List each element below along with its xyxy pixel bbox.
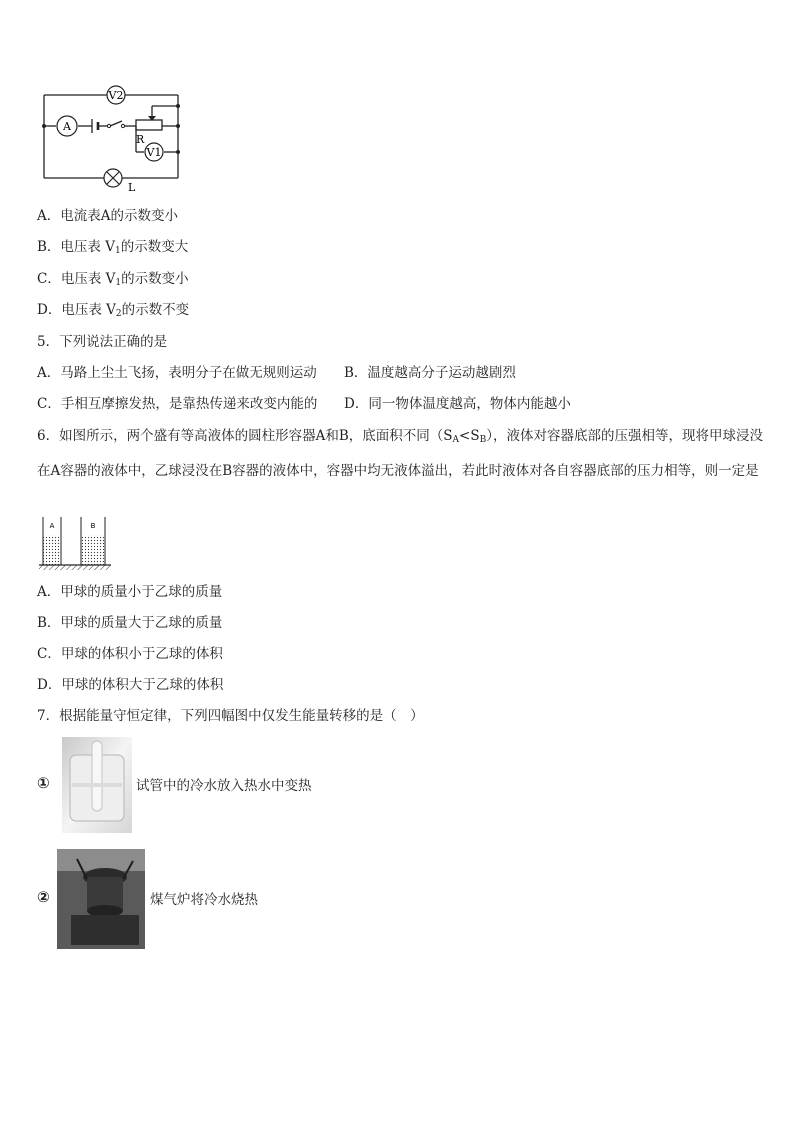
containers-diagram [36,515,116,575]
test-tube-in-water-icon [62,737,132,833]
gas-stove-icon [57,849,145,949]
q4-option-a: A．电流表A的示数变小 [37,208,178,224]
circuit-diagram [36,82,186,192]
q5-option-a: A．马路上尘土飞扬，表明分子在做无规则运动 [37,365,317,381]
q5-option-d: D．同一物体温度越高，物体内能越小 [344,396,571,412]
q6-option-c: C．甲球的体积小于乙球的体积 [37,646,223,662]
q6-option-d: D．甲球的体积大于乙球的体积 [37,677,224,693]
svg-text:V2: V2 [108,89,124,102]
q4-option-d: D．电压表 $V_2$的示数不变 [37,302,190,319]
resistor-label: R [136,133,145,146]
voltmeter-v2-icon [107,86,125,104]
q7-stem: 7．根据能量守恒定律，下列四幅图中仅发生能量转移的是（ ） [37,708,424,724]
ammeter-icon [57,116,77,136]
svg-text:A: A [63,120,71,133]
item-1-caption: 试管中的冷水放入热水中变热 [136,778,312,794]
lamp-icon [104,169,122,187]
q6-stem: 6．如图所示，两个盛有等高液体的圆柱形容器A和B，底面积不同$(S_A<S_B)$，液体对容器底部的压强相等，现将甲球浸没在A容器的液体中，乙球浸没在B容器的液体中，容器中均无液体溢出，若此时液体对各自容器底部的压力相等，则一定是 [37,428,763,479]
q6-option-b: B．甲球的质量大于乙球的质量 [37,615,223,631]
container-a-label: A [49,522,55,530]
container-b-label: B [90,522,96,530]
q5-option-b: B．温度越高分子运动越剧烈 [344,365,516,381]
q4-option-c: C．电压表 $V_1$的示数变小 [37,271,189,288]
q5-option-c: C．手相互摩擦发热，是靠热传递来改变内能的 [37,396,318,412]
lamp-label: L [128,181,136,192]
test-tube-photo [62,737,132,833]
item-1-number: ① [37,774,50,792]
q5-stem: 5．下列说法正确的是 [37,334,168,350]
item-2-number: ② [37,888,50,906]
q6-option-a: A．甲球的质量小于乙球的质量 [37,584,223,600]
gas-stove-photo [57,849,145,949]
svg-text:V1: V1 [146,146,162,159]
item-2-caption: 煤气炉将冷水烧热 [150,892,258,908]
q4-option-b: B．电压表 $V_1$的示数变大 [37,239,189,256]
voltmeter-v1-icon [145,143,163,161]
